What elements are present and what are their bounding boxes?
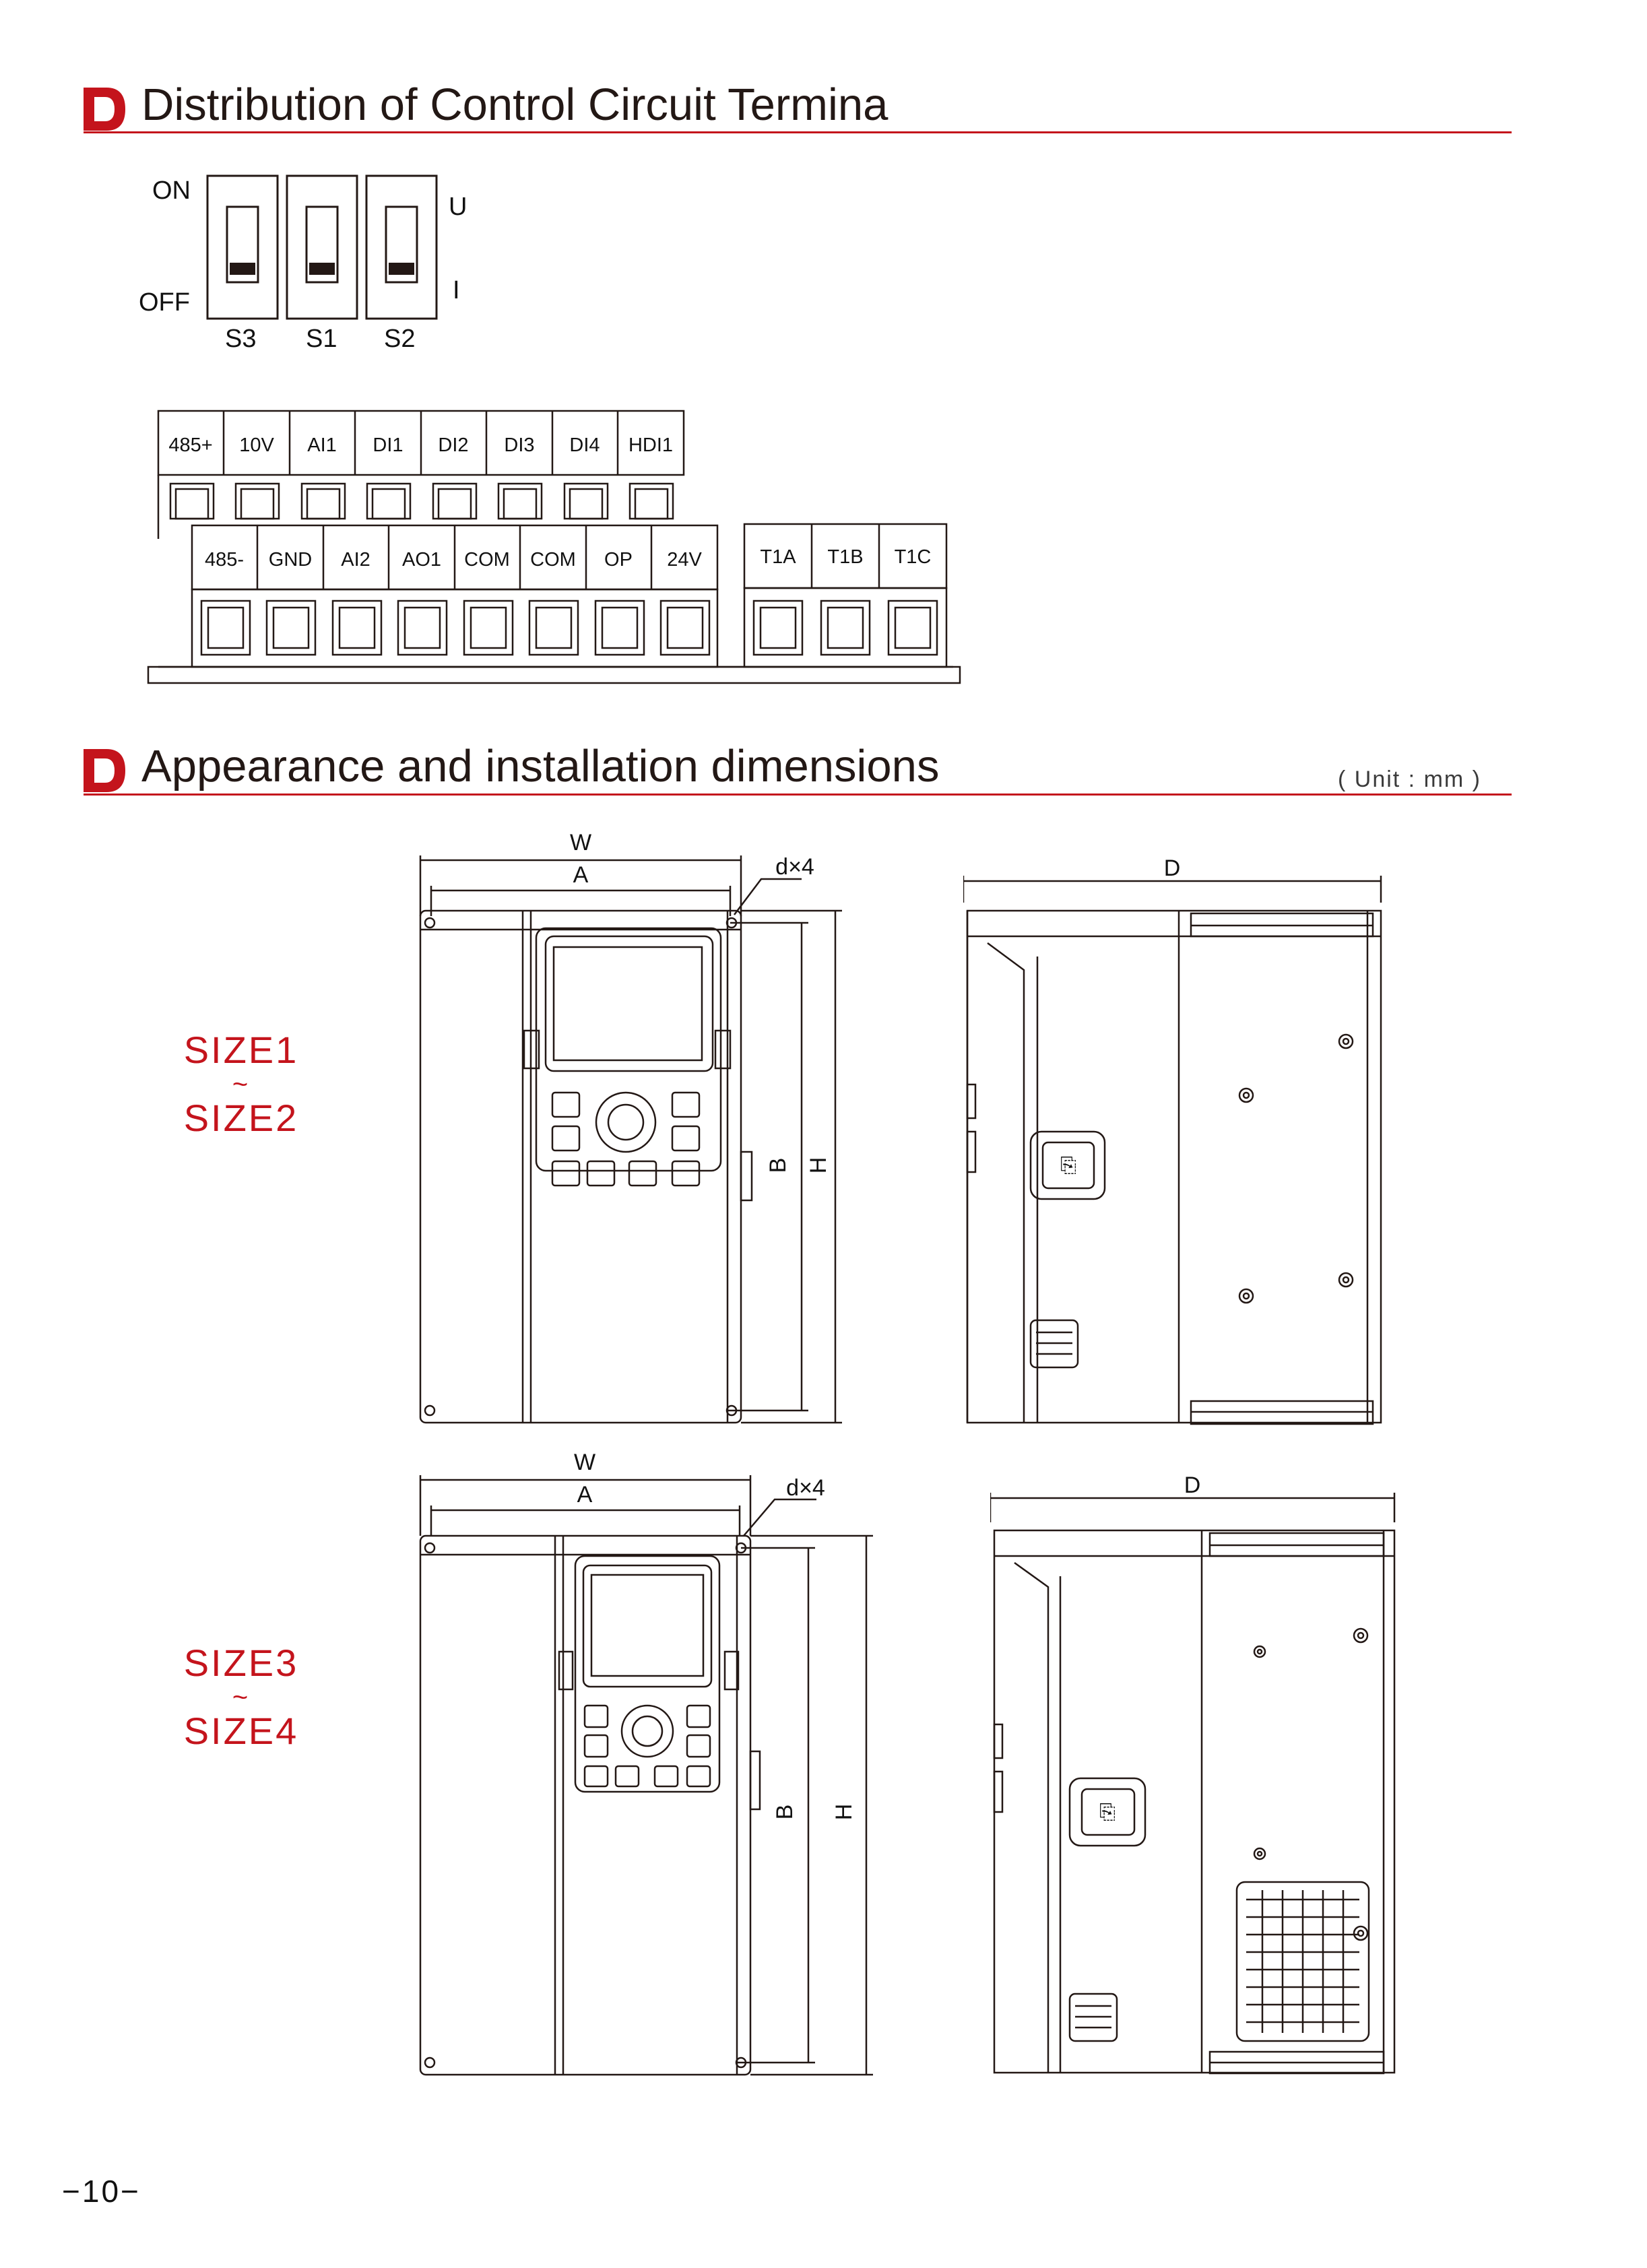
- dim-d-label: D: [1163, 855, 1181, 881]
- switch-on-label: ON: [152, 176, 191, 205]
- dip-switch-s3[interactable]: [227, 207, 258, 282]
- dim-d4-label: d×4: [786, 1475, 825, 1501]
- size1-front-view: [404, 815, 876, 1448]
- dip-switch-block: [202, 172, 458, 320]
- dim-d4-label: d×4: [775, 854, 814, 880]
- terminal-bottom-8: 24V: [667, 549, 702, 571]
- switch-name-s1: S1: [306, 325, 337, 353]
- dim-b-label: B: [765, 1157, 791, 1173]
- dim-w-label: W: [569, 830, 592, 855]
- terminal-bottom-1: 485-: [204, 549, 245, 571]
- terminal-top-2: 10V: [239, 434, 274, 456]
- usb-icon: ⎘: [1099, 1801, 1116, 1823]
- switch-off-label: OFF: [139, 288, 190, 317]
- switch-i-label: I: [453, 276, 460, 304]
- terminal-top-3: AI1: [307, 434, 337, 456]
- terminal-bottom-7: OP: [604, 549, 633, 571]
- dim-a-label: A: [573, 862, 589, 888]
- dim-b-label: B: [772, 1804, 798, 1820]
- terminal-top-4: DI1: [373, 434, 403, 456]
- dim-w-label: W: [573, 1450, 596, 1475]
- terminal-bottom-6: COM: [530, 549, 576, 571]
- section-badge-icon: [84, 749, 125, 792]
- page-number: −10−: [62, 2174, 141, 2209]
- relay-terminal-3: T1C: [894, 546, 932, 568]
- size3-side-view: [990, 1468, 1408, 2081]
- dim-d-label: D: [1184, 1472, 1201, 1498]
- switch-u-label: U: [449, 193, 467, 221]
- terminal-top-1: 485+: [168, 434, 213, 456]
- terminal-top-8: HDI1: [628, 434, 674, 456]
- section-rule: [84, 131, 1512, 133]
- relay-terminal-1: T1A: [760, 546, 796, 568]
- size3-front-view: [404, 1435, 889, 2102]
- unit-label: ( Unit : mm ): [1338, 767, 1481, 792]
- terminal-bottom-2: GND: [268, 549, 313, 571]
- switch-name-s2: S2: [384, 325, 416, 353]
- size1-side-view: [963, 849, 1394, 1428]
- section-badge-icon: [84, 88, 125, 131]
- control-circuit-title: Distribution of Control Circuit Termina: [141, 79, 889, 130]
- appearance-title: Appearance and installation dimensions: [141, 741, 940, 791]
- dim-h-label: H: [831, 1803, 857, 1821]
- relay-terminal-2: T1B: [827, 546, 864, 568]
- dip-switch-s2[interactable]: [386, 207, 417, 282]
- switch-name-s3: S3: [225, 325, 257, 353]
- terminal-block: [145, 404, 963, 694]
- dip-switch-s1[interactable]: [306, 207, 337, 282]
- terminal-bottom-5: COM: [464, 549, 510, 571]
- dim-a-label: A: [577, 1482, 593, 1508]
- size-group-1-label: SIZE1 ~ SIZE2: [183, 1029, 299, 1139]
- terminal-bottom-3: AI2: [341, 549, 370, 571]
- section-rule: [84, 793, 1512, 796]
- terminal-top-6: DI3: [504, 434, 535, 456]
- terminal-bottom-4: AO1: [401, 549, 442, 571]
- terminal-top-5: DI2: [438, 434, 469, 456]
- size-group-2-label: SIZE3 ~ SIZE4: [183, 1642, 299, 1752]
- usb-icon: ⎘: [1060, 1155, 1076, 1177]
- dim-h-label: H: [806, 1157, 831, 1174]
- terminal-top-7: DI4: [569, 434, 600, 456]
